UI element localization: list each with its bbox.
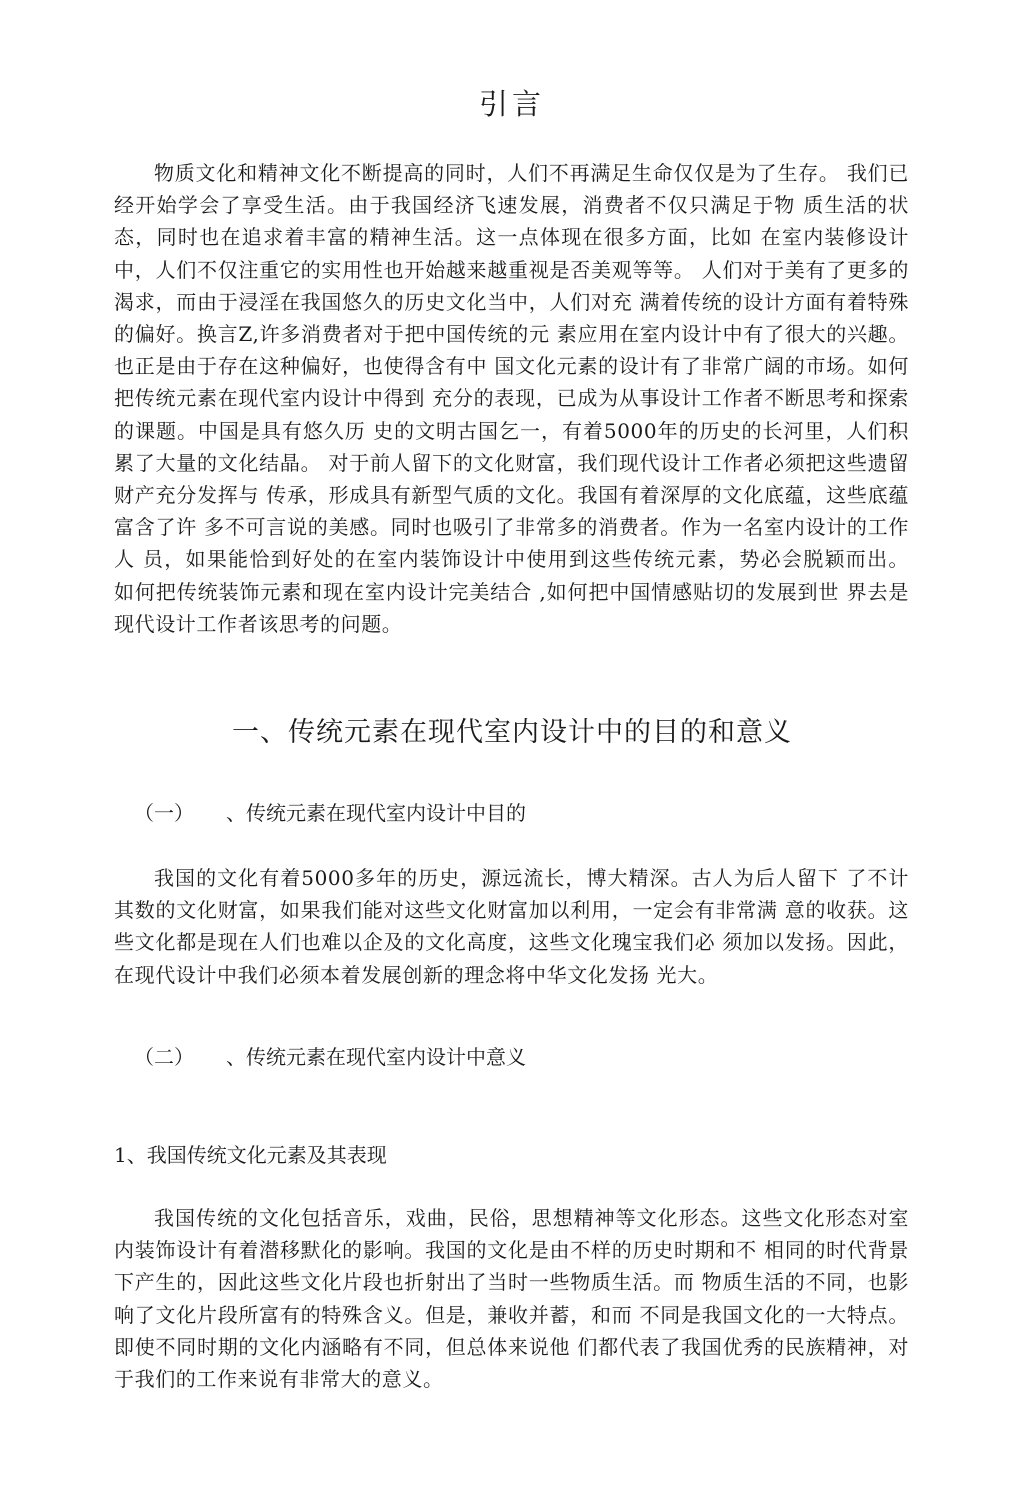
page-title: 引言 [478,87,545,121]
subsection-heading-1 [134,797,526,826]
section-heading: 一、传统元素在现代室内设计中的目的和意义 [232,717,792,748]
subsection-1-paragraph: 我国的文化有着5000多年的历史，源远流长，博大精深。古人为后人留下 了不计其数的文化财富，如果我们能对这些文化财富加以利用，一定会有非常满 意的收获。这些文化都是现在人们也难以企及的文化高度，这些文化瑰宝我们必 须加以发扬。因此，在现代设计中我们必须本着发展创新的理念将中华文化发扬 光大。 [114,866,909,987]
intro-paragraph: 物质文化和精神文化不断提高的同时，人们不再满足生命仅仅是为了生存。 我们已经开始学会了享受生活。由于我国经济飞速发展，消费者不仅只满足于物 质生活的状态，同时也在追求着丰富的精神生活。这一点体现在很多方面，比如 在室内装修设计中，人们不仅注重它的实用性也开始越来越重视是否美观等等。 人们对于美有了更多的渴求，而由于浸淫在我国悠久的历史文化当中，人们对充 满着传统的设计方面有着特殊的偏好。换言Z,许多消费者对于把中国传统的元 素应用在室内设计中有了很大的兴趣。也正是由于存在这种偏好，也使得含有中 国文化元素的设计有了非常广阔的市场。如何把传统元素在现代室内设计中得到 充分的表现，已成为从事设计工作者不断思考和探索的课题。中国是具有悠久历 史的文明古国乞一，有着5000年的历史的长河里，人们积累了大量的文化结晶。 对于前人留下的文化财富，我们现代设计工作者必须把这些遗留财产充分发挥与 传承，形成具有新型气质的文化。我国有着深厚的文化底蕴，这些底蕴富含了许 多不可言说的美感。同时也吸引了非常多的消费者。作为一名室内设计的工作人 员，如果能恰到好处的在室内装饰设计中使用到这些传统元素，势必会脱颖而出。 如何把传统装饰元素和现在室内设计完美结合 ,如何把中国情感贴切的发展到世 界去是现代设计工作者该思考的问题。 [114,161,909,636]
subsection-title: 、传统元素在现代室内设计中意义 [226,1045,526,1069]
subsection-title: 、传统元素在现代室内设计中目的 [226,801,526,825]
item-heading-1: 1、我国传统文化元素及其表现 [114,1143,387,1167]
subsection-number: （二） [134,1045,194,1069]
subsection-number: （一） [134,801,194,825]
item-1-paragraph: 我国传统的文化包括音乐，戏曲，民俗，思想精神等文化形态。这些文化形态对室内装饰设计有着潜移默化的影响。我国的文化是由不样的历史时期和不 相同的时代背景下产生的，因此这些文化片段也折射出了当时一些物质生活。而 物质生活的不同，也影响了文化片段所富有的特殊含义。但是，兼收并蓄，和而 不同是我国文化的一大特点。即使不同时期的文化内涵略有不同，但总体来说他 们都代表了我国优秀的民族精神，对于我们的工作来说有非常大的意义。 [114,1206,909,1392]
subsection-heading-2 [134,1041,526,1070]
